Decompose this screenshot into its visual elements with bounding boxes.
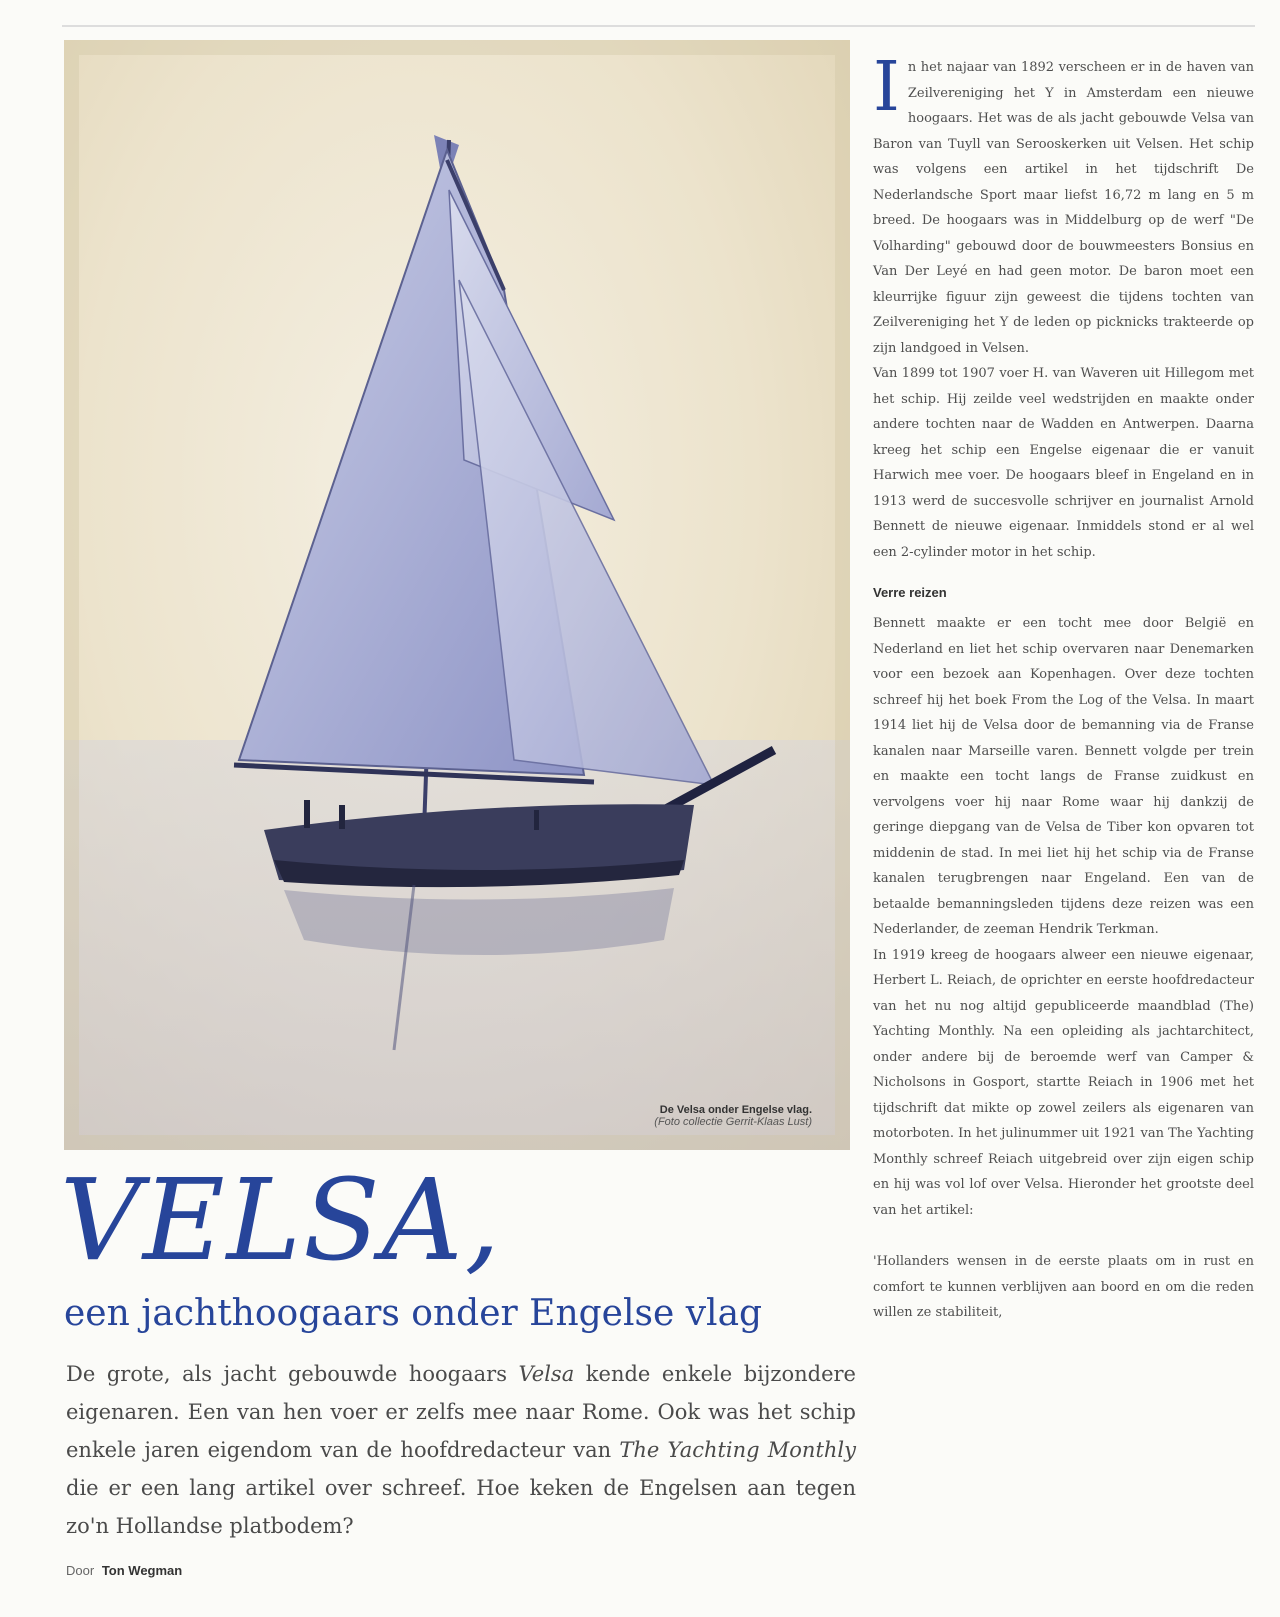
intro-text: De grote, als jacht gebouwde hoogaars — [66, 1362, 519, 1386]
byline-label: Door — [66, 1563, 95, 1578]
article-headline: VELSA, — [60, 1156, 503, 1286]
crew-figure — [304, 800, 310, 828]
article-intro — [66, 1355, 856, 1545]
article-subtitle: een jachthoogaars onder Engelse vlag — [64, 1293, 763, 1334]
byline — [66, 1563, 182, 1578]
body-paragraph: Van 1899 tot 1907 voer H. van Waveren uit Hillegom met het schip. Hij zeilde veel wedstrijden en maakte onder andere tochten naar de Wadden en Antwerpen. Daarna kreeg het schip een Engelse eigenaar die er vanuit Harwich mee voer. De hoogaars bleef in Engeland en in 1913 werd de succesvolle schrijver en journalist Arnold Bennett de nieuwe eigenaar. Inmiddels stond er al wel een 2-cylinder motor in het schip. — [873, 366, 1254, 560]
caption-credit: (Foto collectie Gerrit-Klaas Lust) — [654, 1116, 812, 1128]
section-heading: Verre reizen — [873, 585, 947, 600]
crew-figure — [534, 810, 539, 830]
body-column — [873, 48, 1254, 1326]
body-paragraph: In 1919 kreeg de hoogaars alweer een nieuwe eigenaar, Herbert L. Reiach, de oprichter en eerste hoofdredacteur van het nu nog altijd gepubliceerde maandblad (The) Yachting Monthly. Na een opleiding als jachtarchitect, onder andere bij de beroemde werf van Camper & Nicholsons in Gosport, startte Reiach in 1906 met het tijdschrift dat mikte op zowel zeilers als eigenaren van motorboten. In het julinummer uit 1921 van The Yachting Monthly schreef Reiach uitgebreid over zijn eigen schip en hij was vol lof over Velsa. Hieronder het grootste deel van het artikel: — [873, 947, 1254, 1218]
caption-title: De Velsa onder Engelse vlag. — [659, 1104, 812, 1116]
photo-caption — [654, 1104, 812, 1128]
top-rule — [62, 25, 1255, 27]
drop-cap: I — [873, 48, 900, 127]
intro-magazine-name: The Yachting Monthly — [619, 1438, 857, 1462]
intro-ship-name: Velsa — [518, 1362, 575, 1386]
intro-text: die er een lang artikel over schreef. Hoe keken de Engelsen aan tegen zo'n Hollandse platbodem? — [66, 1476, 856, 1538]
sailboat-illustration — [64, 40, 850, 1150]
paragraph-gap — [873, 1223, 1254, 1249]
crew-figure — [339, 805, 345, 829]
body-paragraph: 'Hollanders wensen in de eerste plaats om in rust en comfort te kunnen verblijven aan boord en om die reden willen ze stabiliteit, — [873, 1254, 1254, 1320]
body-paragraph: n het najaar van 1892 verscheen er in de haven van Zeilvereniging het Y in Amsterdam een nieuwe hoogaars. Het was de als jacht gebouwde Velsa van Baron van Tuyll van Serooskerken uit Velsen. Het schip was volgens een artikel in het tijdschrift De Nederlandsche Sport maar liefst 16,72 m lang en 5 m breed. De hoogaars was in Middelburg op de werf "De Volharding" gebouwd door de bouwmeesters Bonsius en Van Der Leyé en had geen motor. De baron moet een kleurrijke figuur zijn geweest die tijdens tochten van Zeilvereniging het Y de leden op picknicks trakteerde op zijn landgoed in Velsen. — [873, 60, 1254, 356]
intro-text: kende enkele bijzondere eigenaren. Een van hen voer er zelfs mee naar Rome. Ook was het schip enkele jaren eigendom van de hoofdredacteur van — [66, 1362, 856, 1462]
sailboat-photo — [64, 40, 850, 1150]
byline-author: Ton Wegman — [101, 1563, 183, 1578]
body-paragraph: Bennett maakte er een tocht mee door België en Nederland en liet het schip overvaren naar Denemarken voor een bezoek aan Kopenhagen. Over deze tochten schreef hij het boek From the Log of the Velsa. In maart 1914 liet hij de Velsa door de bemanning via de Franse kanalen naar Marseille varen. Bennett volgde per trein en maakte een tocht langs de Franse zuidkust en vervolgens voer hij naar Rome waar hij dankzij de geringe diepgang van de Velsa de Tiber kon opvaren tot middenin de stad. In mei liet hij het schip via de Franse kanalen terugbrengen naar Engeland. Een van de betaalde bemanningsleden tijdens deze reizen was een Nederlander, de zeeman Hendrik Terkman. — [873, 616, 1254, 937]
